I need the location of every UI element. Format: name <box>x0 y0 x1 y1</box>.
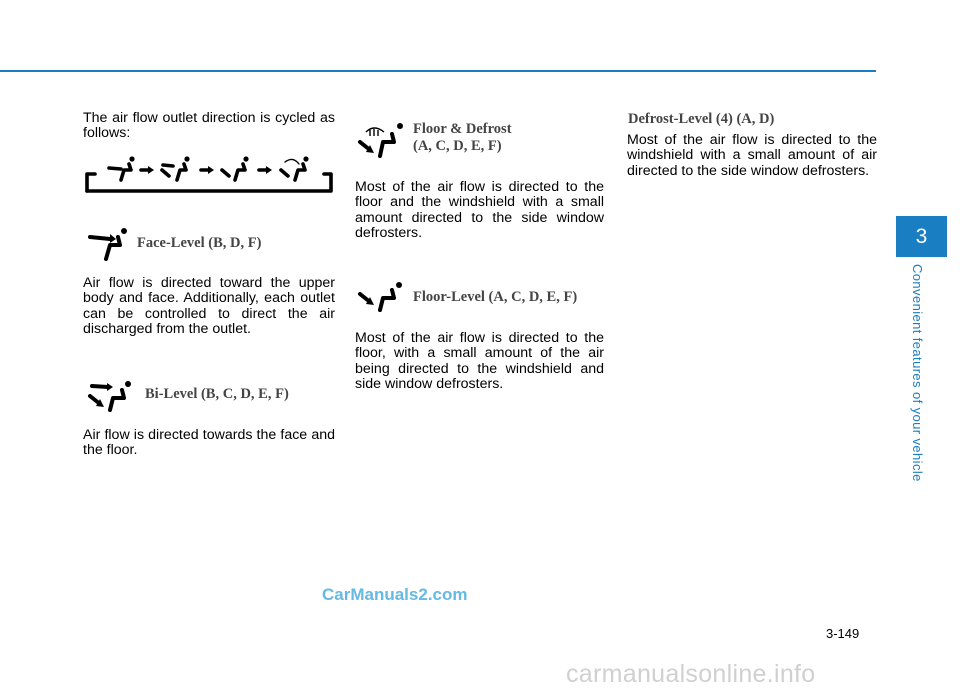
floor-level-text: Most of the air flow is directed to the floor, with a small amount of the air being directed to the windshield and side window defrosters. <box>355 330 604 393</box>
defrost-level-heading: Defrost-Level (4) (A, D) <box>628 111 775 127</box>
chapter-title: Convenient features of your vehicle <box>910 264 925 482</box>
defrost-level-text: Most of the air flow is directed to the windshield with a small amount of air directed to the side window defrosters. <box>627 132 877 179</box>
page-number: 3-149 <box>826 626 860 641</box>
bi-level-icon <box>86 380 136 414</box>
header-rule <box>0 70 876 72</box>
floor-defrost-icon <box>356 120 408 160</box>
face-level-text: Air flow is directed toward the upper body and face. Additionally, each outlet can be controlled to direct the air discharged from the outlet. <box>83 275 335 338</box>
floor-level-icon <box>356 282 406 314</box>
face-level-heading: Face-Level (B, D, F) <box>137 235 262 251</box>
intro-text: The air flow outlet direction is cycled as follows: <box>83 110 335 142</box>
bi-level-text: Air flow is directed towards the face and the floor. <box>83 427 335 459</box>
floor-defrost-heading-line2: (A, C, D, E, F) <box>413 138 502 154</box>
watermark-bottom: carmanualsonline.info <box>566 660 816 688</box>
floor-level-heading: Floor-Level (A, C, D, E, F) <box>413 289 578 305</box>
floor-defrost-text: Most of the air flow is directed to the floor and the windshield with a small amount directed to the side window defrosters. <box>355 179 604 242</box>
chapter-tab: 3 <box>896 216 947 257</box>
cycle-diagram <box>85 154 335 196</box>
bi-level-heading: Bi-Level (B, C, D, E, F) <box>145 386 289 402</box>
face-level-icon <box>86 227 132 265</box>
watermark-top: CarManuals2.com <box>322 585 468 604</box>
floor-defrost-heading-line1: Floor & Defrost <box>413 121 512 137</box>
